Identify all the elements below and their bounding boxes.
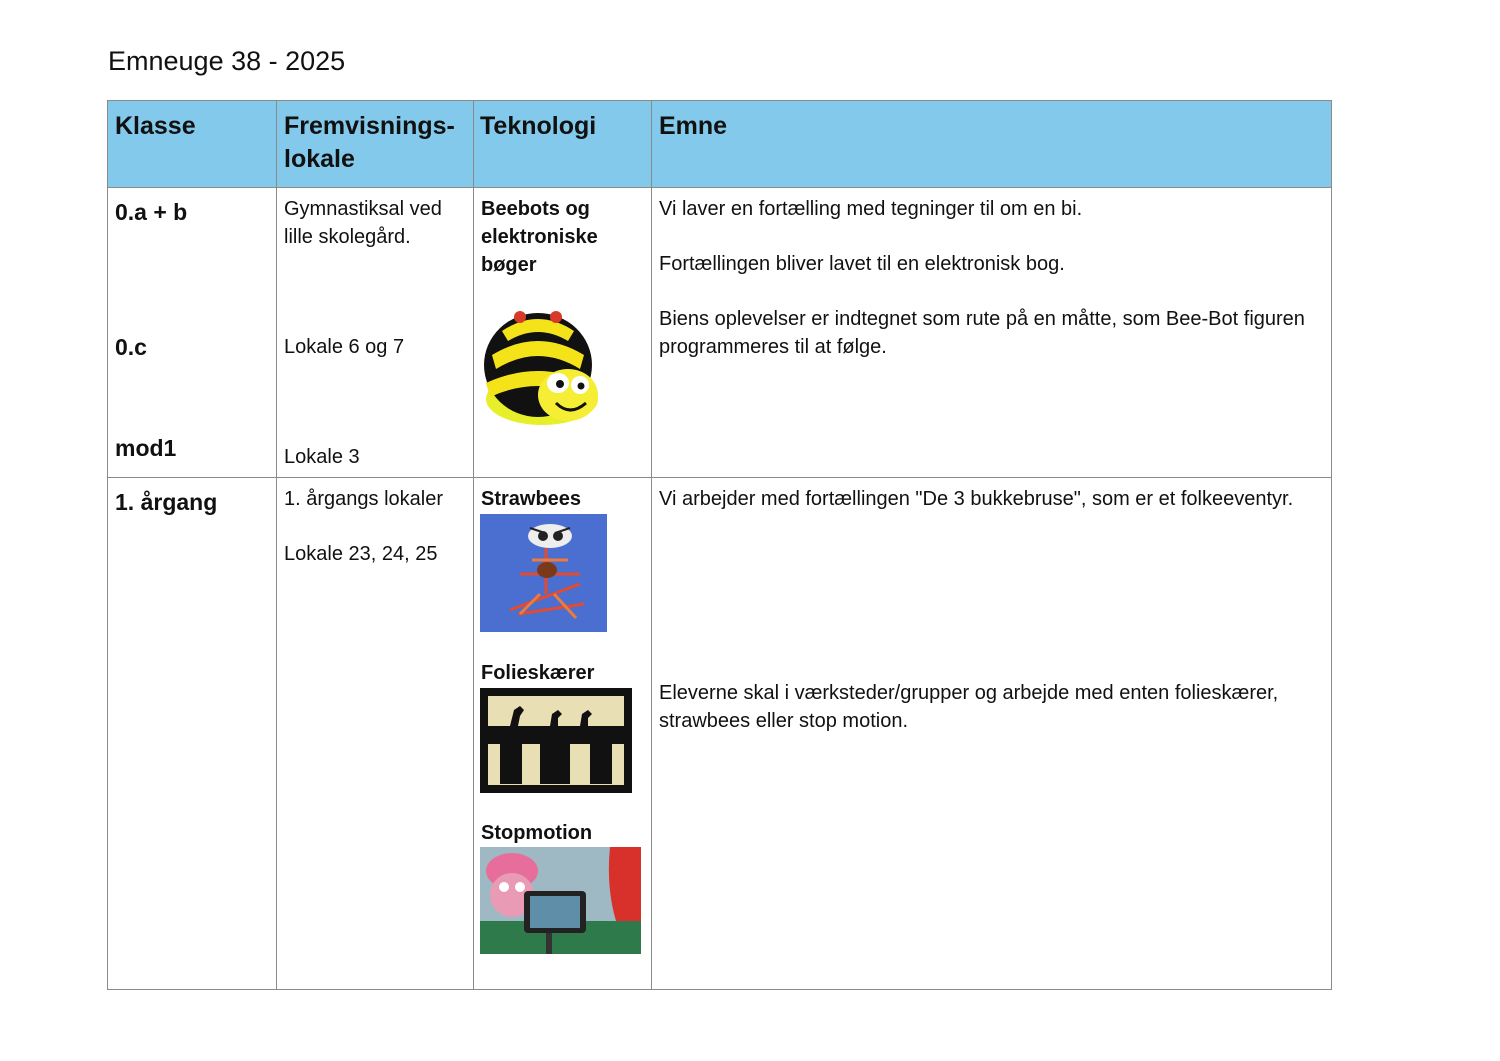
location-text: Lokale 23, 24, 25	[284, 543, 438, 565]
location-line: lille skolegård.	[284, 226, 411, 248]
technology-label: Stopmotion	[481, 822, 593, 844]
topic-text: Vi arbejder med fortællingen "De 3 bukkebruse", som er et folkeeventyr.	[659, 488, 1294, 510]
header-teknologi	[474, 101, 652, 188]
class-label: mod1	[115, 435, 177, 461]
emne-cell	[652, 188, 1332, 478]
technology-label	[481, 195, 598, 279]
klasse-cell	[108, 478, 277, 990]
lokale-cell	[277, 188, 474, 478]
location-text: Lokale 6 og 7	[284, 336, 405, 358]
header-lokale-line2: lokale	[284, 145, 355, 173]
beebot-robot-image	[480, 303, 604, 431]
topic-text: Biens oplevelser er indtegnet som rute på en måtte, som Bee-Bot figuren programmeres til at følge.	[659, 308, 1305, 358]
strawbees-image	[480, 514, 607, 632]
technology-label: Folieskærer	[481, 662, 595, 684]
header-emne-label: Emne	[659, 112, 728, 140]
technology-line: bøger	[481, 254, 537, 276]
header-row	[108, 101, 1332, 188]
topic-text: Fortællingen bliver lavet til en elektronisk bog.	[659, 253, 1065, 275]
header-lokale	[277, 101, 474, 188]
header-lokale-label	[284, 110, 455, 176]
schedule-table	[107, 100, 1332, 990]
teknologi-cell	[474, 478, 652, 990]
location-text: 1. årgangs lokaler	[284, 488, 443, 510]
header-klasse-label: Klasse	[115, 112, 196, 140]
topic-text: Eleverne skal i værksteder/grupper og arbejde med enten folieskærer, strawbees eller stop motion.	[659, 682, 1279, 732]
technology-label: Strawbees	[481, 488, 582, 510]
document-title: Emneuge 38 - 2025	[108, 46, 346, 76]
klasse-cell	[108, 188, 277, 478]
class-label: 1. årgang	[115, 489, 218, 515]
class-label: 0.c	[115, 334, 147, 360]
emne-cell	[652, 478, 1332, 990]
stopmotion-image	[480, 847, 641, 954]
topic-text: Vi laver en fortælling med tegninger til om en bi.	[659, 198, 1083, 220]
technology-line: elektroniske	[481, 226, 598, 248]
header-klasse	[108, 101, 277, 188]
lokale-cell	[277, 478, 474, 990]
header-emne	[652, 101, 1332, 188]
table-row	[108, 188, 1332, 478]
location-line: Gymnastiksal ved	[284, 198, 442, 220]
technology-line: Beebots og	[481, 198, 590, 220]
folieskaerer-image	[480, 688, 632, 793]
header-lokale-line1: Fremvisnings-	[284, 112, 455, 140]
header-teknologi-label: Teknologi	[480, 112, 597, 140]
class-label: 0.a + b	[115, 199, 188, 225]
location-text: Lokale 3	[284, 446, 360, 468]
teknologi-cell	[474, 188, 652, 478]
table-row	[108, 478, 1332, 990]
location-text	[284, 195, 442, 251]
